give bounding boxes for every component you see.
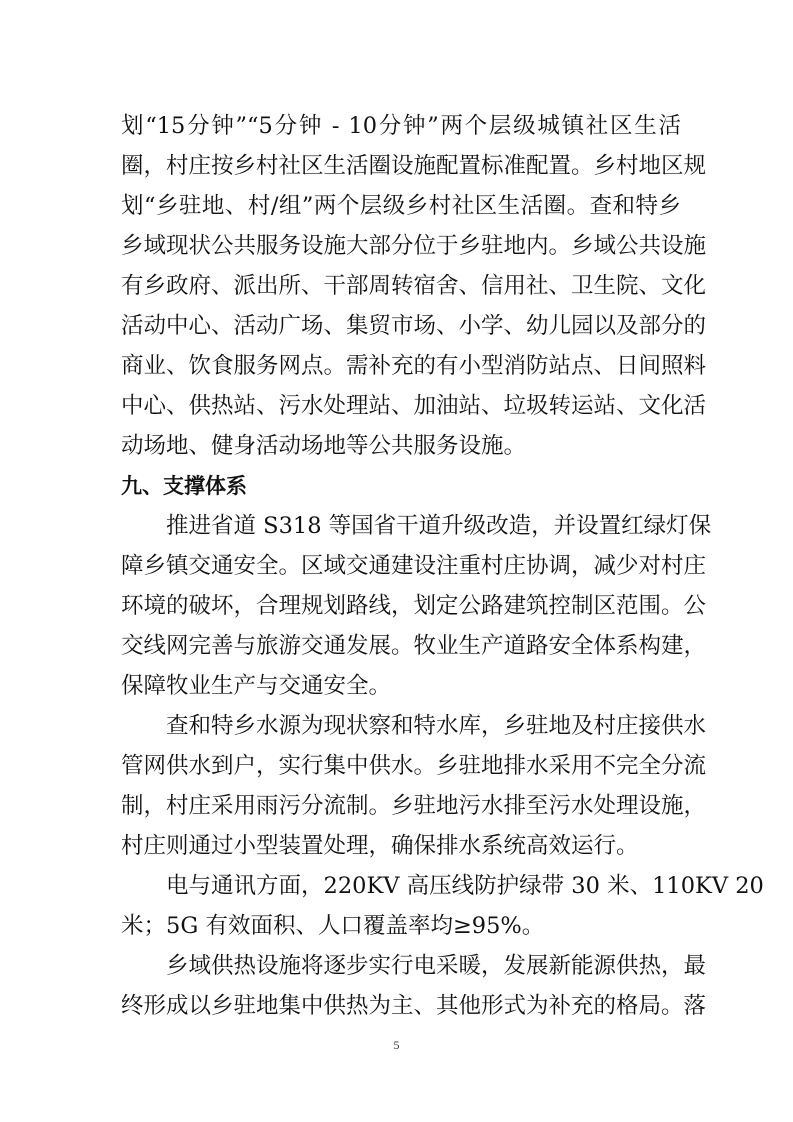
text-line: 圈，村庄按乡村社区生活圈设施配置标准配置。乡村地区规	[121, 153, 707, 179]
text-line: 终形成以乡驻地集中供热为主、其他形式为补充的格局。落	[121, 993, 707, 1019]
text-line: 划“乡驻地、村/组”两个层级乡村社区生活圈。查和特乡	[121, 193, 681, 219]
section-heading: 九、支撑体系	[121, 474, 247, 498]
text-line: 障乡镇交通安全。区域交通建设注重村庄协调，减少对村庄	[121, 553, 707, 579]
text-line: 环境的破坏，合理规划路线，划定公路建筑控制区范围。公	[121, 593, 707, 619]
text-line: 有乡政府、派出所、干部周转宿舍、信用社、卫生院、文化	[121, 273, 707, 299]
paragraph-first-line: 电与通讯方面，220KV 高压线防护绿带 30 米、110KV 20	[166, 873, 764, 899]
paragraph-first-line: 乡域供热设施将逐步实行电采暖，发展新能源供热，最	[166, 953, 707, 979]
text-line: 中心、供热站、污水处理站、加油站、垃圾转运站、文化活	[121, 393, 707, 419]
text-line: 村庄则通过小型装置处理，确保排水系统高效运行。	[121, 833, 639, 859]
text-line: 保障牧业生产与交通安全。	[121, 673, 392, 699]
text-line: 制，村庄采用雨污分流制。乡驻地污水排至污水处理设施，	[121, 793, 707, 819]
text-line: 乡域现状公共服务设施大部分位于乡驻地内。乡域公共设施	[121, 233, 707, 259]
paragraph-first-line: 推进省道 S318 等国省干道升级改造，并设置红绿灯保	[166, 513, 712, 539]
text-line: 米；5G 有效面积、人口覆盖率均≥95%。	[121, 913, 545, 939]
text-line: 动场地、健身活动场地等公共服务设施。	[121, 433, 527, 459]
text-line: 管网供水到户，实行集中供水。乡驻地排水采用不完全分流	[121, 753, 707, 779]
text-line: 交线网完善与旅游交通发展。牧业生产道路安全体系构建，	[121, 633, 707, 659]
text-line: 商业、饮食服务网点。需补充的有小型消防站点、日间照料	[121, 353, 707, 379]
page-number: 5	[393, 1038, 400, 1052]
text-line: 划“15分钟”“5分钟 - 10分钟”两个层级城镇社区生活	[121, 113, 681, 139]
text-line: 活动中心、活动广场、集贸市场、小学、幼儿园以及部分的	[121, 313, 707, 339]
paragraph-first-line: 查和特乡水源为现状察和特水库，乡驻地及村庄接供水	[166, 713, 707, 739]
